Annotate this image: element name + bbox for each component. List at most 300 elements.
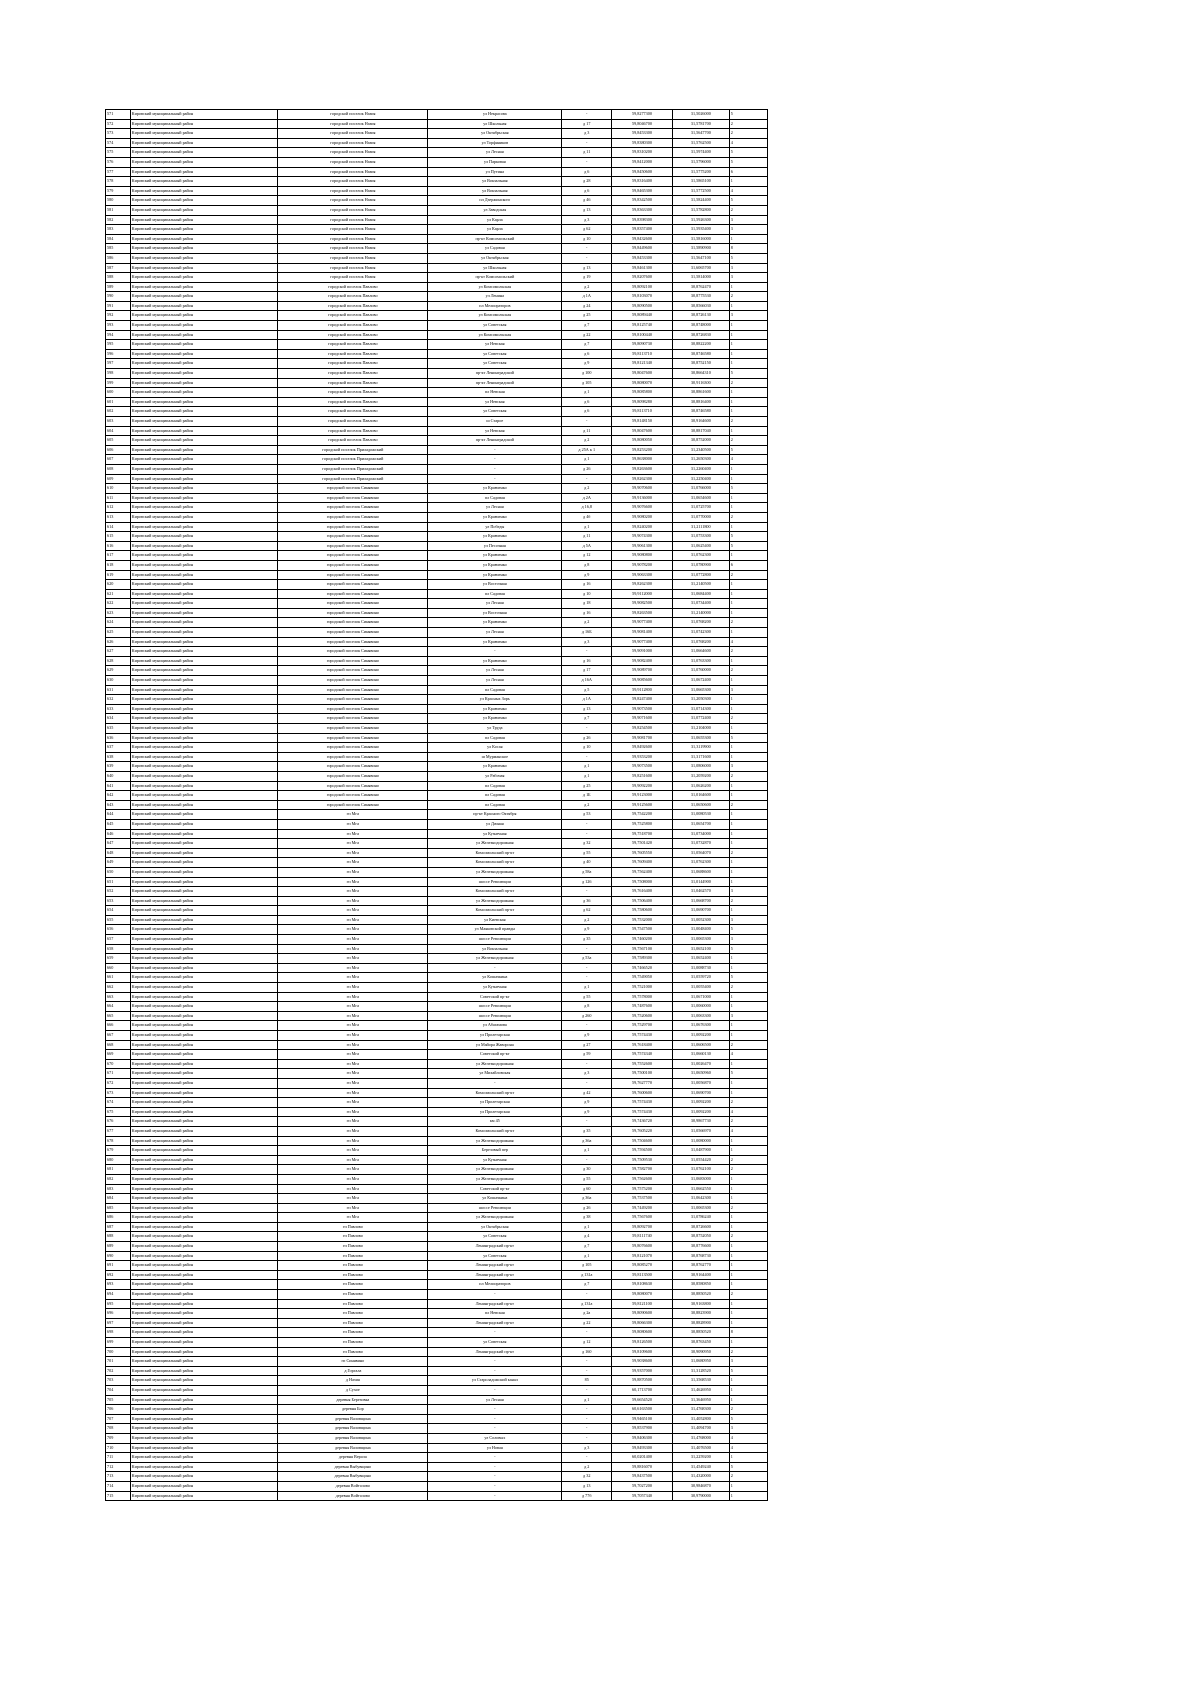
table-cell: - (428, 1078, 562, 1088)
table-cell: 614 (106, 522, 131, 532)
table-cell: 678 (106, 1136, 131, 1146)
table-cell: Кировский муниципальный район (130, 724, 278, 734)
table-cell: Кировский муниципальный район (130, 292, 278, 302)
table-cell: 604 (106, 426, 131, 436)
table-row (106, 896, 768, 906)
table-row (106, 551, 768, 561)
table-cell: д 1Б (562, 791, 612, 801)
table-cell: 5 (729, 973, 767, 983)
table-cell: 630 (106, 676, 131, 686)
table-cell: 59,8100440 (612, 330, 673, 340)
table-cell: гп Мга (278, 1126, 428, 1136)
table-cell: 31,0026470 (672, 1059, 729, 1069)
table-cell: ул Заводская (428, 205, 562, 215)
table-cell: Кировский муниципальный район (130, 532, 278, 542)
table-cell: городской поселок Назия (278, 177, 428, 187)
table-cell: 59,8148150 (612, 417, 673, 427)
table-cell: д 46 (562, 196, 612, 206)
table-cell: д 25 (562, 781, 612, 791)
table-cell: 59,9465100 (612, 1414, 673, 1424)
table-cell: 31,4076500 (672, 1443, 729, 1453)
table-cell: Кировский муниципальный район (130, 1088, 278, 1098)
table-cell: ул Железнодорожная (428, 839, 562, 849)
table-cell: Комсомольский пр-кт (428, 887, 562, 897)
table-cell: ул Вокзальная (428, 186, 562, 196)
table-cell: ул Михайловская (428, 1069, 562, 1079)
table-cell: 695 (106, 1299, 131, 1309)
table-cell: 645 (106, 819, 131, 829)
table-cell: 59,8047600 (612, 426, 673, 436)
table-row (106, 225, 768, 235)
table-cell: гп Мга (278, 1031, 428, 1041)
table-cell: д 1 (562, 983, 612, 993)
table-cell: 31,4549240 (672, 1462, 729, 1472)
table-row (106, 311, 768, 321)
table-row (106, 685, 768, 695)
table-cell: городской поселок Синявино (278, 724, 428, 734)
table-cell: 1 (729, 628, 767, 638)
table-cell: 59,8380300 (612, 138, 673, 148)
table-cell: Кировский муниципальный район (130, 944, 278, 954)
table-row (106, 915, 768, 925)
table-cell: 1 (729, 580, 767, 590)
table-cell: 686 (106, 1213, 131, 1223)
table-cell: 30,8726600 (672, 1222, 729, 1232)
table-cell: 31,0714300 (672, 704, 729, 714)
table-row (106, 829, 768, 839)
table-cell: 59,8098280 (612, 397, 673, 407)
table-cell: пл Садовая (428, 733, 562, 743)
table-cell: 638 (106, 752, 131, 762)
table-cell: ул Староладожский канал (428, 1376, 562, 1386)
table-cell: 30,9163800 (672, 1299, 729, 1309)
table-cell: - (562, 887, 612, 897)
table-cell: 59,8085270 (612, 1261, 673, 1271)
table-cell: 595 (106, 340, 131, 350)
table-cell: 2 (729, 292, 767, 302)
table-cell: 587 (106, 263, 131, 273)
table-cell: 59,9085600 (612, 676, 673, 686)
table-cell: д 6 (562, 397, 612, 407)
table-cell: 31,0065300 (672, 935, 729, 945)
table-cell: 1 (729, 1251, 767, 1261)
table-cell: Кировский муниципальный район (130, 1011, 278, 1021)
table-cell: - (562, 829, 612, 839)
table-cell: Кировский муниципальный район (130, 819, 278, 829)
table-cell: городской поселок Назия (278, 244, 428, 254)
table-row (106, 196, 768, 206)
table-cell: гп Мга (278, 1011, 428, 1021)
table-cell: 31,0671000 (672, 992, 729, 1002)
table-cell: - (428, 1481, 562, 1491)
table-row (106, 359, 768, 369)
table-cell: ул Восточная (428, 608, 562, 618)
table-cell: 31,2140000 (672, 608, 729, 618)
table-cell: городской поселок Синявино (278, 647, 428, 657)
table-cell: Кировский муниципальный район (130, 1347, 278, 1357)
table-cell: городской поселок Назия (278, 205, 428, 215)
table-cell: Кировский муниципальный район (130, 1222, 278, 1232)
table-cell: 1 (729, 234, 767, 244)
table-cell: гп Павлово (278, 1299, 428, 1309)
table-cell: 59,7525800 (612, 819, 673, 829)
table-cell: городской поселок Синявино (278, 570, 428, 580)
table-cell: д 2 (562, 436, 612, 446)
table-cell: - (562, 1433, 612, 1443)
table-cell: 3 (729, 1011, 767, 1021)
table-cell: 59,7436720 (612, 1117, 673, 1127)
table-row (106, 1165, 768, 1175)
table-cell: 3 (729, 762, 767, 772)
table-row (106, 1251, 768, 1261)
table-cell: д 16Б (562, 628, 612, 638)
table-cell: Кировский муниципальный район (130, 992, 278, 1002)
table-cell: д 13 (562, 704, 612, 714)
table-cell: 31,0762300 (672, 858, 729, 868)
table-cell: 31,0654700 (672, 819, 729, 829)
table-cell: Кировский муниципальный район (130, 1184, 278, 1194)
table-cell: 31,0734000 (672, 829, 729, 839)
table-cell: ул Лесная (428, 503, 562, 513)
table-cell: 1 (729, 1270, 767, 1280)
table-row (106, 1155, 768, 1165)
table-cell: городской поселок Назия (278, 119, 428, 129)
table-row (106, 1002, 768, 1012)
table-cell: 704 (106, 1385, 131, 1395)
table-cell: 1 (729, 388, 767, 398)
table-row (106, 503, 768, 513)
table-row (106, 119, 768, 129)
table-cell: Кировский муниципальный район (130, 839, 278, 849)
table-cell: - (428, 1424, 562, 1434)
table-cell: д 1 (562, 522, 612, 532)
table-cell: шоссе Революции (428, 877, 562, 887)
table-cell: д 13 (562, 205, 612, 215)
table-cell: 31,0662550 (672, 1184, 729, 1194)
table-cell: 3 (729, 887, 767, 897)
table-cell: Кировский муниципальный район (130, 733, 278, 743)
table-cell: 2 (729, 1165, 767, 1175)
table-cell: 59,8113710 (612, 407, 673, 417)
table-cell: деревня Войтолово (278, 1481, 428, 1491)
table-cell: 59,9077400 (612, 618, 673, 628)
table-cell: 31,2059200 (672, 771, 729, 781)
table-cell: Комсомольский пр-кт (428, 848, 562, 858)
table-cell: 31,2260400 (672, 464, 729, 474)
table-cell: 30,8762470 (672, 282, 729, 292)
table-cell: 59,8432600 (612, 234, 673, 244)
table-cell: Кировский муниципальный район (130, 234, 278, 244)
table-cell: 2 (729, 983, 767, 993)
table-cell: городской поселок Назия (278, 167, 428, 177)
table-cell: гп Мга (278, 810, 428, 820)
table-row (106, 714, 768, 724)
table-cell: 31,5762500 (672, 138, 729, 148)
table-cell: 59,8537900 (612, 1424, 673, 1434)
table-cell: 30,8823900 (672, 1309, 729, 1319)
table-row (106, 522, 768, 532)
table-cell: Советский пр-кт (428, 1184, 562, 1194)
table-cell: 31,0786240 (672, 1213, 729, 1223)
table-cell: ул Советская (428, 407, 562, 417)
table-cell: - (428, 1414, 562, 1424)
table-cell: 1 (729, 743, 767, 753)
table-cell: 601 (106, 397, 131, 407)
table-cell: деревня Выбувщино (278, 1472, 428, 1482)
table-cell: 711 (106, 1453, 131, 1463)
table-cell: пр-кт Красного Октября (428, 810, 562, 820)
table-row (106, 781, 768, 791)
table-cell: Кировский муниципальный район (130, 1069, 278, 1079)
table-cell: 59,7057340 (612, 1491, 673, 1501)
table-cell: городской поселок Павлово (278, 436, 428, 446)
table-cell: 1 (729, 1491, 767, 1501)
table-cell: д 105 (562, 1261, 612, 1271)
table-row (106, 570, 768, 580)
table-cell: 663 (106, 992, 131, 1002)
table-cell: 657 (106, 935, 131, 945)
table-cell: д 16 (562, 580, 612, 590)
table-row (106, 301, 768, 311)
table-cell: 59,8357400 (612, 225, 673, 235)
table-cell: д 36а (562, 1136, 612, 1146)
table-cell: 31,0065300 (672, 1203, 729, 1213)
table-row (106, 992, 768, 1002)
table-row (106, 1021, 768, 1031)
table-cell: Березовый пер (428, 1146, 562, 1156)
table-cell: д 28 (562, 177, 612, 187)
table-cell: 31,0683000 (672, 1174, 729, 1184)
table-cell: 31,0063300 (672, 1011, 729, 1021)
table-cell: ул Кузнечная (428, 829, 562, 839)
table-row (106, 1261, 768, 1271)
table-cell: гп Мга (278, 915, 428, 925)
table-cell: 30,8726830 (672, 330, 729, 340)
table-cell: 31,3568530 (672, 1376, 729, 1386)
table-cell: 59,8108630 (612, 1280, 673, 1290)
table-cell: 644 (106, 810, 131, 820)
table-cell: д 126 (562, 877, 612, 887)
table-cell: 31,3646950 (672, 1395, 729, 1405)
table-cell: 1 (729, 1280, 767, 1290)
table-cell: Кировский муниципальный район (130, 1031, 278, 1041)
table-cell: 2 (729, 1117, 767, 1127)
table-cell: 30,8775530 (672, 292, 729, 302)
table-cell: 620 (106, 580, 131, 590)
table-cell: 1 (729, 1174, 767, 1184)
table-cell: 31,0554420 (672, 1155, 729, 1165)
table-cell: д 36 (562, 896, 612, 906)
table-cell: 1 (729, 301, 767, 311)
table-cell: 676 (106, 1117, 131, 1127)
table-row (106, 484, 768, 494)
table-cell: 1 (729, 1194, 767, 1204)
table-cell: ул Соловых (428, 1433, 562, 1443)
table-cell: 59,9136000 (612, 493, 673, 503)
table-cell: Кировский муниципальный район (130, 1270, 278, 1280)
table-cell: 59,8453300 (612, 129, 673, 139)
table-cell: д Горгала (278, 1366, 428, 1376)
table-cell: 31,0742300 (672, 628, 729, 638)
table-cell: 2 (729, 1203, 767, 1213)
table-cell: 649 (106, 858, 131, 868)
table-row (106, 1213, 768, 1223)
table-cell: городской поселок Синявино (278, 733, 428, 743)
table-cell: ул Маяковской правды (428, 925, 562, 935)
table-cell: ул Рабочая (428, 771, 562, 781)
table-cell: ул Советская (428, 349, 562, 359)
table-cell: 59,9082500 (612, 599, 673, 609)
table-cell: д 7 (562, 340, 612, 350)
table-cell: д 32 (562, 839, 612, 849)
table-row (106, 810, 768, 820)
table-cell: д 16А (562, 676, 612, 686)
table-cell: Кировский муниципальный район (130, 887, 278, 897)
table-cell: 573 (106, 129, 131, 139)
table-row (106, 906, 768, 916)
table-cell: д 3 (562, 637, 612, 647)
table-cell: городской поселок Павлово (278, 311, 428, 321)
table-cell: пл Садовая (428, 589, 562, 599)
table-cell: д 105 (562, 378, 612, 388)
table-cell: 59,8047600 (612, 369, 673, 379)
table-cell: 1 (729, 954, 767, 964)
table-cell: Кировский муниципальный район (130, 512, 278, 522)
table-cell: городской поселок Павлово (278, 378, 428, 388)
table-cell: - (562, 110, 612, 120)
table-cell: 4 (729, 1443, 767, 1453)
table-cell: Кировский муниципальный район (130, 647, 278, 657)
table-cell: 633 (106, 704, 131, 714)
table-cell: д 9 (562, 925, 612, 935)
table-cell: 5 (729, 532, 767, 542)
table-cell: 687 (106, 1222, 131, 1232)
table-cell: городской поселок Синявино (278, 714, 428, 724)
table-cell: д 6 (562, 186, 612, 196)
table-cell: 2 (729, 570, 767, 580)
table-cell: 31,0606500 (672, 1040, 729, 1050)
table-cell: 703 (106, 1376, 131, 1386)
table-cell: 31,0770000 (672, 512, 729, 522)
table-cell: 5 (729, 148, 767, 158)
table-cell: 31,0690700 (672, 1088, 729, 1098)
table-cell: 701 (106, 1357, 131, 1367)
table-cell: 59,8126500 (612, 1338, 673, 1348)
table-cell: Кировский муниципальный район (130, 330, 278, 340)
table-cell: 59,8450600 (612, 167, 673, 177)
table-cell: 59,7027200 (612, 1481, 673, 1491)
table-cell: 31,0650960 (672, 1069, 729, 1079)
table-cell: Кировский муниципальный район (130, 1261, 278, 1271)
table-cell: - (562, 1078, 612, 1088)
table-cell: 580 (106, 196, 131, 206)
table-cell: Комсомольский пр-кт (428, 1088, 562, 1098)
table-cell: д 36а (562, 1194, 612, 1204)
table-row (106, 1309, 768, 1319)
table-cell: 650 (106, 867, 131, 877)
table-cell: городской поселок Приладожский (278, 445, 428, 455)
table-cell: 31,0684400 (672, 589, 729, 599)
table-cell: 3 (729, 311, 767, 321)
table-cell: городской поселок Назия (278, 196, 428, 206)
table-cell: Кировский муниципальный район (130, 628, 278, 638)
table-cell: 2 (729, 1232, 767, 1242)
table-cell: Кировский муниципальный район (130, 273, 278, 283)
table-cell: городской поселок Синявино (278, 685, 428, 695)
table-cell: Кировский муниципальный район (130, 676, 278, 686)
table-cell: 675 (106, 1107, 131, 1117)
table-cell: Кировский муниципальный район (130, 963, 278, 973)
table-cell: Кировский муниципальный район (130, 1491, 278, 1501)
table-cell: 714 (106, 1481, 131, 1491)
table-cell: - (562, 724, 612, 734)
table-cell: 8 (729, 1328, 767, 1338)
table-cell: городской поселок Синявино (278, 743, 428, 753)
table-cell: Кировский муниципальный район (130, 551, 278, 561)
table-cell: 31,0725700 (672, 503, 729, 513)
table-cell: - (562, 1424, 612, 1434)
table-cell: - (562, 1414, 612, 1424)
table-cell: 31,0768200 (672, 637, 729, 647)
table-cell: городской поселок Павлово (278, 340, 428, 350)
table-cell: 59,7627770 (612, 1078, 673, 1088)
table-cell: 648 (106, 848, 131, 858)
table-cell: 30,8752050 (672, 1232, 729, 1242)
table-cell: деревня Валовщина (278, 1433, 428, 1443)
table-cell: Кировский муниципальный район (130, 896, 278, 906)
table-cell: - (562, 474, 612, 484)
table-cell: 59,7600600 (612, 1088, 673, 1098)
table-cell: 31,5026000 (672, 110, 729, 120)
table-cell: 31,5865100 (672, 177, 729, 187)
table-cell: Кировский муниципальный район (130, 321, 278, 331)
table-cell: ул Кравченко (428, 704, 562, 714)
table-cell: 60,1713700 (612, 1385, 673, 1395)
table-cell: ул Кравченко (428, 762, 562, 772)
table-cell: 693 (106, 1280, 131, 1290)
table-cell: 5 (729, 541, 767, 551)
table-cell: городской поселок Назия (278, 157, 428, 167)
table-cell: д 22 (562, 330, 612, 340)
table-cell: Кировский муниципальный район (130, 282, 278, 292)
table-row (106, 637, 768, 647)
table-cell: 636 (106, 733, 131, 743)
table-cell: ул Лесная (428, 628, 562, 638)
table-row (106, 589, 768, 599)
table-cell: 1 (729, 752, 767, 762)
table-cell: 59,8092100 (612, 282, 673, 292)
table-cell: 59,9123000 (612, 791, 673, 801)
table-cell: 59,9071600 (612, 714, 673, 724)
table-row (106, 378, 768, 388)
table-cell: Кировский муниципальный район (130, 1232, 278, 1242)
table-cell: д 6 (562, 349, 612, 359)
table-cell: 2 (729, 1290, 767, 1300)
table-cell: 590 (106, 292, 131, 302)
table-cell: - (428, 455, 562, 465)
table-cell: д 77б (562, 1491, 612, 1501)
table-cell: Кировский муниципальный район (130, 1318, 278, 1328)
table-cell: 3 (729, 915, 767, 925)
table-cell: ул Октябрьская (428, 129, 562, 139)
table-row (106, 666, 768, 676)
table-cell: гп Мга (278, 1194, 428, 1204)
table-row (106, 973, 768, 983)
table-cell: 31,0762100 (672, 1165, 729, 1175)
table-cell: 30,9164400 (672, 1270, 729, 1280)
table-row (106, 234, 768, 244)
table-cell: - (428, 474, 562, 484)
